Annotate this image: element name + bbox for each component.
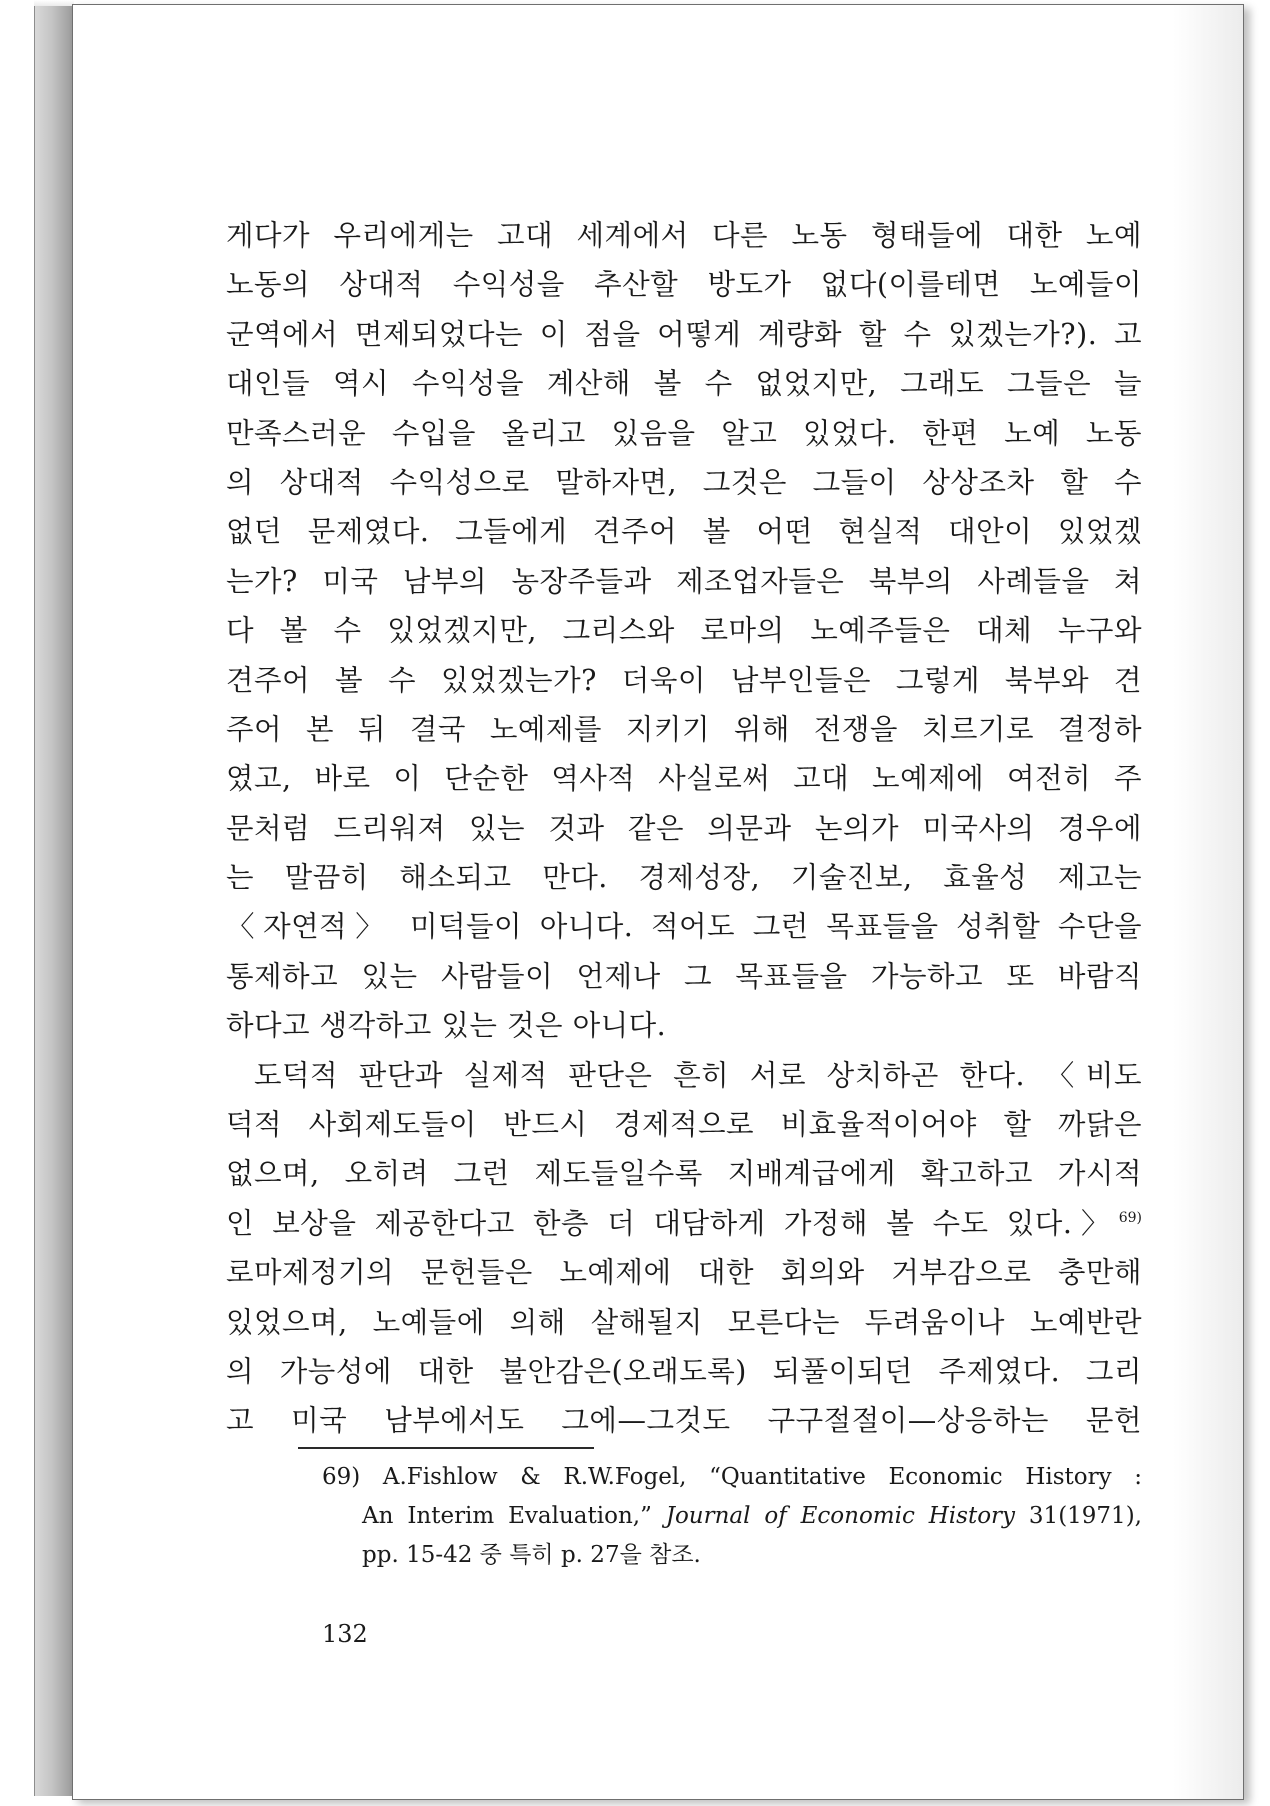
body-text: [226, 211, 1142, 1446]
body-line: 노동의 상대적 수익성을 추산할 방도가 없다(이를테면 노예들이: [226, 268, 1142, 302]
body-line: 다 볼 수 있었겠지만, 그리스와 로마의 노예주들은 대체 누구와: [226, 614, 1142, 648]
footnote-line: [322, 1497, 1142, 1536]
body-line: 의 상대적 수익성으로 말하자면, 그것은 그들이 상상조차 할 수: [226, 465, 1142, 499]
footnote-text: 31(1971),: [1015, 1503, 1142, 1529]
body-line-paragraph-start: 도덕적 판단과 실제적 판단은 흔히 서로 상치하곤 한다. 〈비도: [254, 1058, 1142, 1092]
body-line: 있었으며, 노예들에 의해 살해될지 모른다는 두려움이나 노예반란: [226, 1305, 1142, 1339]
footnote-reference: 69): [1118, 1209, 1142, 1226]
body-line: 〈자연적〉 미덕들이 아니다. 적어도 그런 목표들을 성취할 수단을: [226, 910, 1142, 944]
footnote-text: A.Fishlow & R.W.Fogel, “Quantitative Economic History :: [382, 1464, 1143, 1490]
body-line: 문처럼 드리워져 있는 것과 같은 의문과 논의가 미국사의 경우에: [226, 811, 1142, 845]
body-line: 로마제정기의 문헌들은 노예제에 대한 회의와 거부감으로 충만해: [226, 1256, 1142, 1290]
book-spine: [34, 6, 73, 1796]
footnote-line: pp. 15-42 중 특히 p. 27을 참조.: [362, 1542, 701, 1568]
body-line: 는 말끔히 해소되고 만다. 경제성장, 기술진보, 효율성 제고는: [226, 861, 1142, 895]
footnote-number: 69): [322, 1464, 361, 1490]
body-line: 대인들 역시 수익성을 계산해 볼 수 없었지만, 그래도 그들은 늘: [226, 367, 1142, 401]
body-line: 군역에서 면제되었다는 이 점을 어떻게 계량화 할 수 있겠는가?). 고: [226, 317, 1142, 351]
body-line-with-footnote-ref: [226, 1199, 1142, 1248]
body-line: 고 미국 남부에서도 그에—그것도 구구절절이—상응하는 문헌: [226, 1404, 1142, 1438]
page-shade: [1173, 5, 1243, 1799]
body-line: 없으며, 오히려 그런 제도들일수록 지배계급에게 확고하고 가시적: [226, 1157, 1142, 1191]
body-line: 였고, 바로 이 단순한 역사적 사실로써 고대 노예제에 여전히 주: [226, 762, 1142, 796]
footnote-block: [322, 1458, 1142, 1575]
body-line-text: 인 보상을 제공한다고 한층 더 대담하게 가정해 볼 수도 있다.〉: [226, 1206, 1119, 1240]
body-line-paragraph-end: 하다고 생각하고 있는 것은 아니다.: [226, 1009, 667, 1043]
page-number: 132: [322, 1620, 368, 1648]
body-line: 게다가 우리에게는 고대 세계에서 다른 노동 형태들에 대한 노예: [226, 219, 1142, 252]
body-line: 의 가능성에 대한 불안감은(오래도록) 되풀이되던 주제였다. 그리: [226, 1354, 1142, 1388]
body-line: 는가? 미국 남부의 농장주들과 제조업자들은 북부의 사례들을 쳐: [226, 564, 1142, 598]
footnote-line: [322, 1458, 1142, 1497]
body-line: 없던 문제였다. 그들에게 견주어 볼 어떤 현실적 대안이 있었겠: [226, 515, 1142, 549]
footnote-divider: [298, 1447, 594, 1449]
body-line: 만족스러운 수입을 올리고 있음을 알고 있었다. 한편 노예 노동: [226, 416, 1142, 450]
body-line: 통제하고 있는 사람들이 언제나 그 목표들을 가능하고 또 바람직: [226, 959, 1142, 993]
footnote-journal-title: Journal of Economic History: [665, 1503, 1016, 1529]
body-line: 주어 본 뒤 결국 노예제를 지키기 위해 전쟁을 치르기로 결정하: [226, 712, 1142, 746]
footnote-text: An Interim Evaluation,”: [362, 1503, 666, 1529]
body-line: 견주어 볼 수 있었겠는가? 더욱이 남부인들은 그렇게 북부와 견: [226, 663, 1142, 697]
body-line: 덕적 사회제도들이 반드시 경제적으로 비효율적이어야 할 까닭은: [226, 1108, 1142, 1142]
